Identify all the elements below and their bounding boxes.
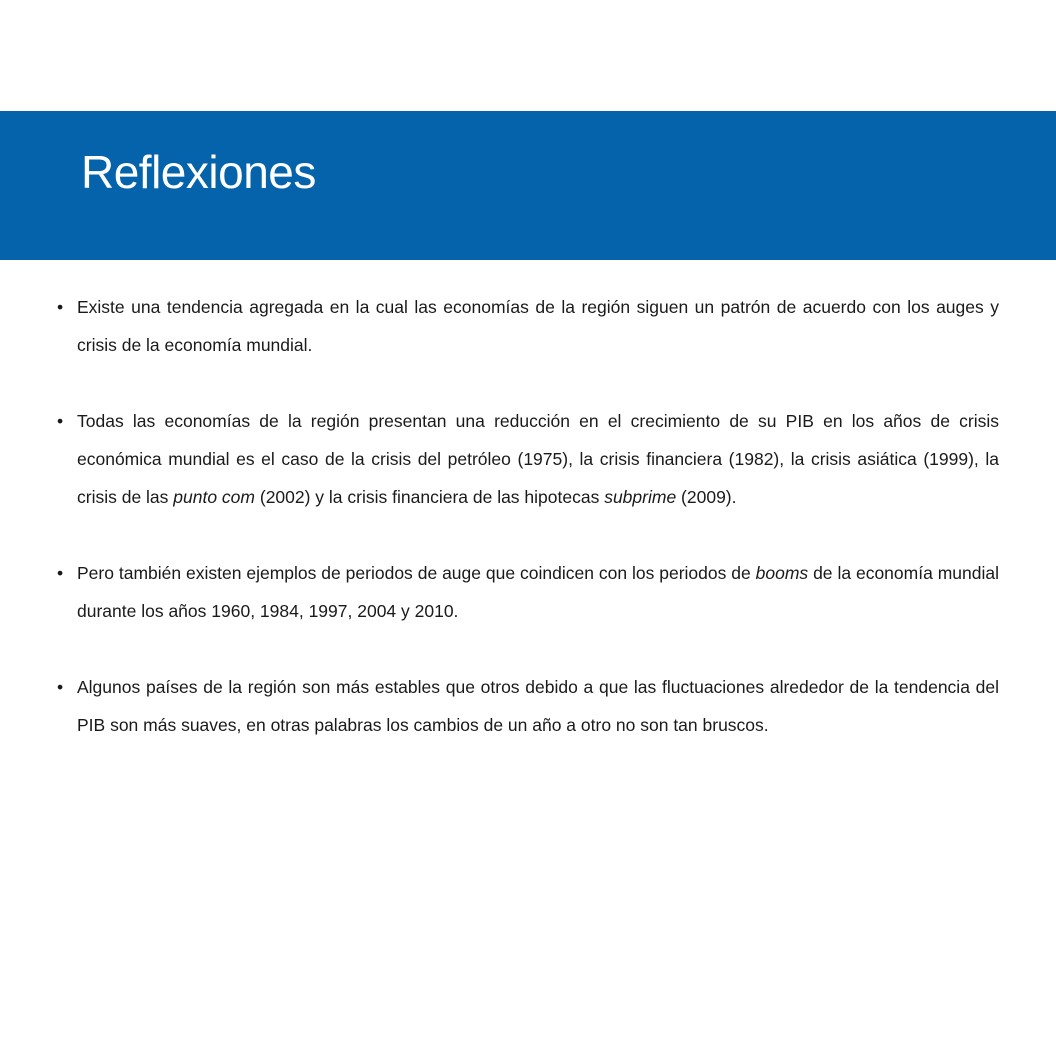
text-segment: de la economía mundial durante los años 1960, 1984, 1997, 2004 y 2010. — [77, 563, 999, 621]
text-segment: (2002) y la crisis financiera de las hipotecas — [255, 487, 605, 507]
bullet-list — [57, 288, 999, 744]
text-segment-italic: punto com — [173, 487, 255, 507]
bullet-marker: • — [57, 297, 64, 317]
bullet-text — [77, 677, 999, 735]
slide-title: Reflexiones — [81, 146, 316, 198]
bullet-marker: • — [57, 563, 64, 583]
bullet-item — [57, 402, 999, 516]
bullet-marker: • — [57, 411, 64, 431]
text-segment-italic: booms — [755, 563, 809, 583]
text-segment: Algunos países de la región son más estables que otros debido a que las fluctuaciones alrededor de la tendencia del PIB son más suaves, en otras palabras los cambios de un año a otro no son tan bruscos. — [77, 677, 999, 735]
text-segment: Existe una tendencia agregada en la cual las economías de la región siguen un patrón de acuerdo con los auges y crisis de la economía mundial. — [77, 297, 999, 355]
bullet-item — [57, 668, 999, 744]
text-segment-italic: subprime — [604, 487, 677, 507]
text-segment: Todas las economías de la región presentan una reducción en el crecimiento de su PIB en los años de crisis económica mundial es el caso de la crisis del petróleo (1975), la crisis financiera (1982), la crisis asiática (1999), la crisis de las — [77, 411, 999, 507]
bullet-text — [77, 411, 999, 507]
text-segment: Pero también existen ejemplos de periodos de auge que coindicen con los periodos de — [77, 563, 756, 583]
bullet-marker: • — [57, 677, 64, 697]
bullet-item — [57, 288, 999, 364]
text-segment: (2009). — [676, 487, 737, 507]
bullet-item — [57, 554, 999, 630]
bullet-text — [77, 297, 999, 355]
bullet-text — [77, 563, 999, 621]
